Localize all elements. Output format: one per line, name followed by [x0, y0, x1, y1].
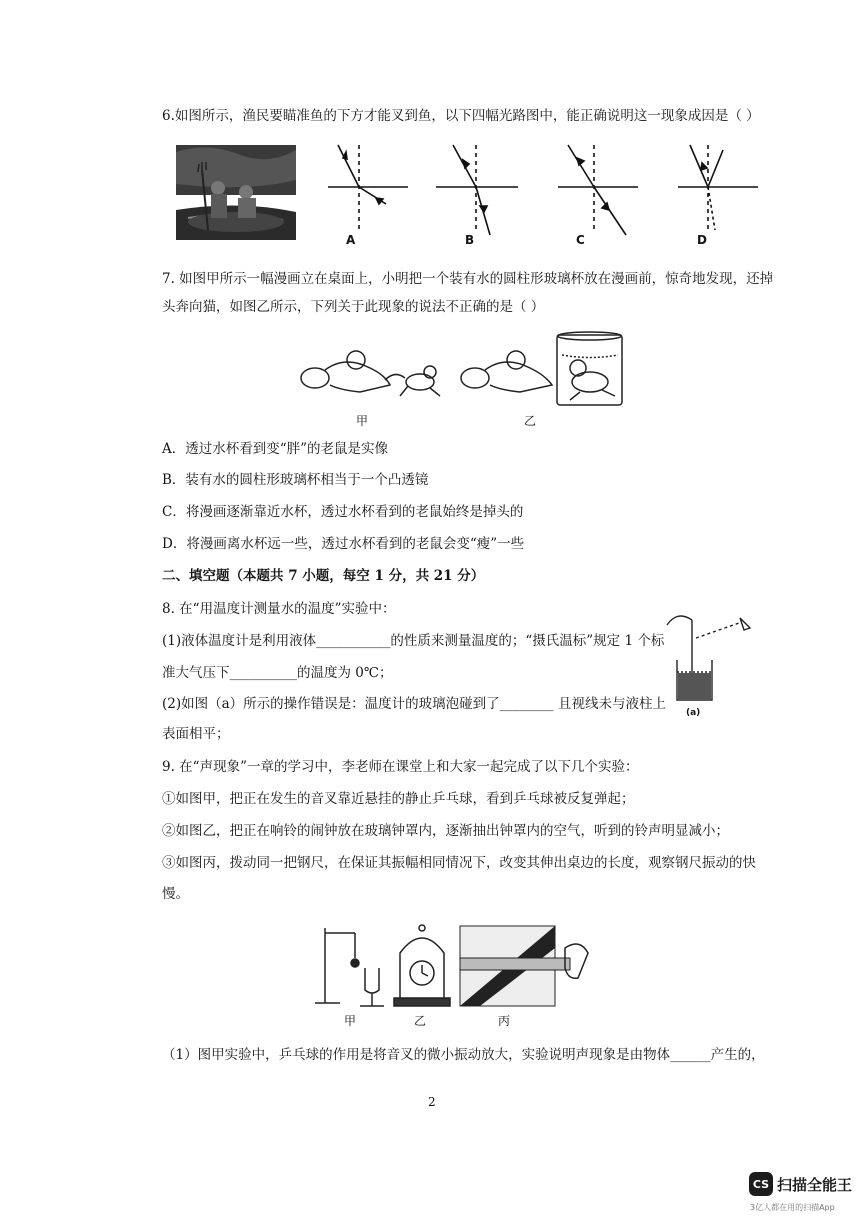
- section2-heading: 二、填空题（本题共 7 小题，每空 1 分，共 21 分）: [162, 568, 485, 584]
- q7-fig-label-yi: 乙: [524, 414, 537, 428]
- cartoon-left: [301, 351, 440, 396]
- q9-item3b: 慢。: [162, 886, 189, 902]
- option-b-diagram: [436, 145, 518, 235]
- q7-line1: 7. 如图甲所示一幅漫画立在桌面上，小明把一个装有水的圆柱形玻璃杯放在漫画前，惊奇地发现，还掉: [162, 271, 774, 287]
- q9-figures: [310, 918, 600, 1013]
- page-number: 2: [428, 1095, 436, 1109]
- bell-jar-setup: [394, 925, 450, 1006]
- q8-line4: (2)如图（a）所示的操作错误是：温度计的玻璃泡碰到了________ 且视线未与液柱上: [162, 696, 666, 712]
- q8-line3: 准大气压下__________的温度为 0℃；: [162, 665, 393, 681]
- thermometer-figure: [662, 600, 762, 710]
- q6-text: 6.如图所示，渔民要瞄准鱼的下方才能叉到鱼，以下四幅光路图中，能正确说明这一现象成因是（ ）: [162, 108, 760, 124]
- q7-option-d: D．将漫画离水杯远一些，透过水杯看到的老鼠会变“瘦”一些: [162, 536, 525, 552]
- q9-item2: ②如图乙，把正在响铃的闹钟放在玻璃钟罩内，逐渐抽出钟罩内的空气，听到的铃声明显减小；: [162, 823, 729, 839]
- q9-fig-label-jia: 甲: [344, 1014, 357, 1028]
- q7-option-b: B．装有水的圆柱形玻璃杯相当于一个凸透镜: [162, 472, 429, 488]
- option-c-diagram: [558, 145, 638, 235]
- ruler-setup: [460, 926, 588, 1006]
- q8-line5: 表面相平；: [162, 726, 230, 742]
- cs-logo-icon: CS: [749, 1172, 773, 1196]
- watermark-subtitle: 3亿人都在用的扫描App: [750, 1203, 835, 1212]
- q8-fig-label: (a): [686, 708, 701, 718]
- scanner-watermark: [744, 1170, 862, 1220]
- q8-line1: 8. 在“用温度计测量水的温度”实验中：: [162, 601, 396, 617]
- q7-option-c: C．将漫画逐渐靠近水杯，透过水杯看到的老鼠始终是掉头的: [162, 504, 524, 520]
- q9-fig-label-yi: 乙: [414, 1014, 427, 1028]
- q9-item1: ①如图甲，把正在发生的音叉靠近悬挂的静止乒乓球，看到乒乓球被反复弹起；: [162, 791, 635, 807]
- q7-cartoon-figures: [290, 330, 630, 410]
- option-b-label: B: [465, 233, 475, 247]
- cartoon-right: [461, 332, 622, 405]
- tuning-fork-setup: [315, 928, 384, 1006]
- option-d-diagram: [678, 145, 758, 230]
- q7-option-a: A．透过水杯看到变“胖”的老鼠是实像: [162, 441, 389, 457]
- q8-line2: (1)液体温度计是利用液体___________的性质来测量温度的；“摄氏温标”规定 1 个标: [162, 633, 665, 649]
- q9-fig-label-bing: 丙: [498, 1014, 511, 1028]
- fisherman-illustration: [176, 145, 296, 240]
- q9-line1: 9. 在“声现象”一章的学习中，李老师在课堂上和大家一起完成了以下几个实验：: [162, 759, 639, 775]
- q7-line2: 头奔向猫，如图乙所示，下列关于此现象的说法不正确的是（ ）: [162, 299, 545, 315]
- option-c-label: C: [576, 233, 585, 247]
- option-a-label: A: [346, 233, 356, 247]
- option-d-label: D: [697, 233, 707, 247]
- option-a-diagram: [328, 145, 408, 230]
- q9-sub1: （1）图甲实验中，乒乓球的作用是将音叉的微小振动放大，实验说明声现象是由物体______产生的，: [162, 1047, 765, 1063]
- q7-fig-label-jia: 甲: [356, 414, 369, 428]
- watermark-title: 扫描全能王: [777, 1176, 853, 1194]
- q9-item3a: ③如图丙，拨动同一把钢尺，在保证其振幅相同情况下，改变其伸出桌边的长度，观察钢尺振动的快: [162, 855, 756, 871]
